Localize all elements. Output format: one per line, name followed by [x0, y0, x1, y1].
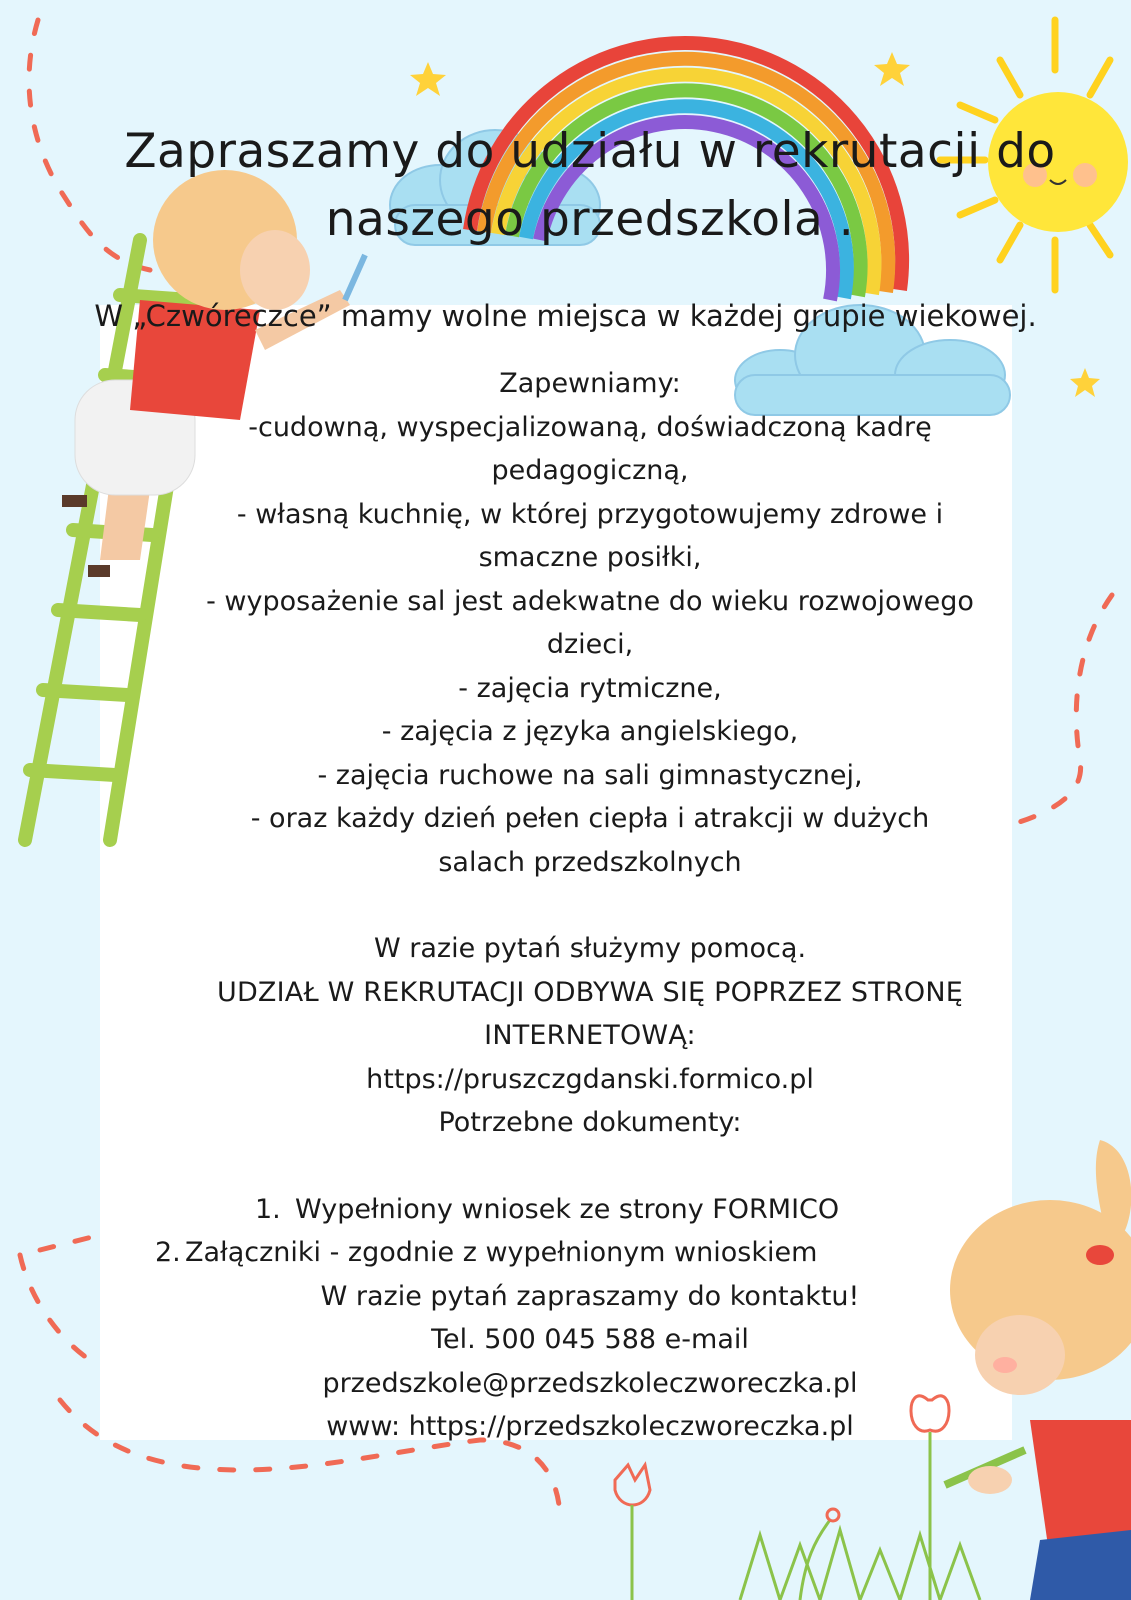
offer-item: - wyposażenie sal jest adekwatne do wieku rozwojowego	[206, 585, 974, 617]
offer-item: - oraz każdy dzień pełen ciepła i atrakcji w dużych	[250, 803, 930, 834]
document-item	[130, 1231, 1050, 1275]
offer-item: - zajęcia rytmiczne,	[458, 672, 722, 704]
offer-item: smaczne posiłki,	[478, 542, 702, 573]
grass-icon	[740, 1509, 980, 1600]
document-number: 1.	[255, 1193, 281, 1225]
recruitment-url-link[interactable]: https://pruszczgdanski.formico.pl	[366, 1063, 814, 1095]
offer-item: - zajęcia z języka angielskiego,	[381, 716, 799, 747]
offer-item: - własną kuchnię, w której przygotowujemy zdrowe i	[236, 498, 944, 530]
offer-item: -cudowną, wyspecjalizowaną, doświadczoną kadrę	[248, 411, 932, 443]
contact-phone: Tel. 500 045 588 e-mail	[431, 1324, 749, 1355]
recruitment-notice: INTERNETOWĄ:	[484, 1020, 696, 1051]
tulip-icon	[615, 1465, 650, 1600]
main-content	[130, 362, 1050, 1449]
documents-heading: Potrzebne dokumenty:	[438, 1107, 742, 1138]
help-text: W razie pytań służymy pomocą.	[373, 933, 807, 964]
spacer	[130, 884, 1050, 927]
document-item	[130, 1188, 1050, 1232]
offer-item: - zajęcia ruchowe na sali gimnastycznej,	[317, 759, 863, 791]
document-number: 2.	[155, 1237, 181, 1268]
contact-email-link[interactable]: przedszkole@przedszkoleczworeczka.pl	[322, 1367, 858, 1399]
contact-invite: W razie pytań zapraszamy do kontaktu!	[320, 1280, 860, 1312]
subtitle: W „Czwóreczce” mamy wolne miejsca w każdej grupie wiekowej.	[94, 299, 1037, 333]
offer-item: dzieci,	[546, 629, 634, 660]
document-text: Załączniki - zgodnie z wypełnionym wnioskiem	[185, 1237, 818, 1268]
spacer	[130, 1145, 1050, 1188]
document-text: Wypełniony wniosek ze strony FORMICO	[295, 1193, 840, 1225]
offer-heading: Zapewniamy:	[499, 368, 681, 399]
title-line: naszego przedszkola .	[325, 192, 855, 247]
recruitment-notice: UDZIAŁ W REKRUTACJI ODBYWA SIĘ POPRZEZ STRONĘ	[216, 976, 964, 1008]
contact-www-link[interactable]: www: https://przedszkoleczworeczka.pl	[326, 1411, 854, 1442]
offer-item: pedagogiczną,	[491, 455, 689, 486]
offer-item: salach przedszkolnych	[438, 846, 742, 878]
title-line: Zapraszamy do udziału w rekrutacji do	[124, 124, 1056, 179]
page-title	[60, 118, 1120, 254]
